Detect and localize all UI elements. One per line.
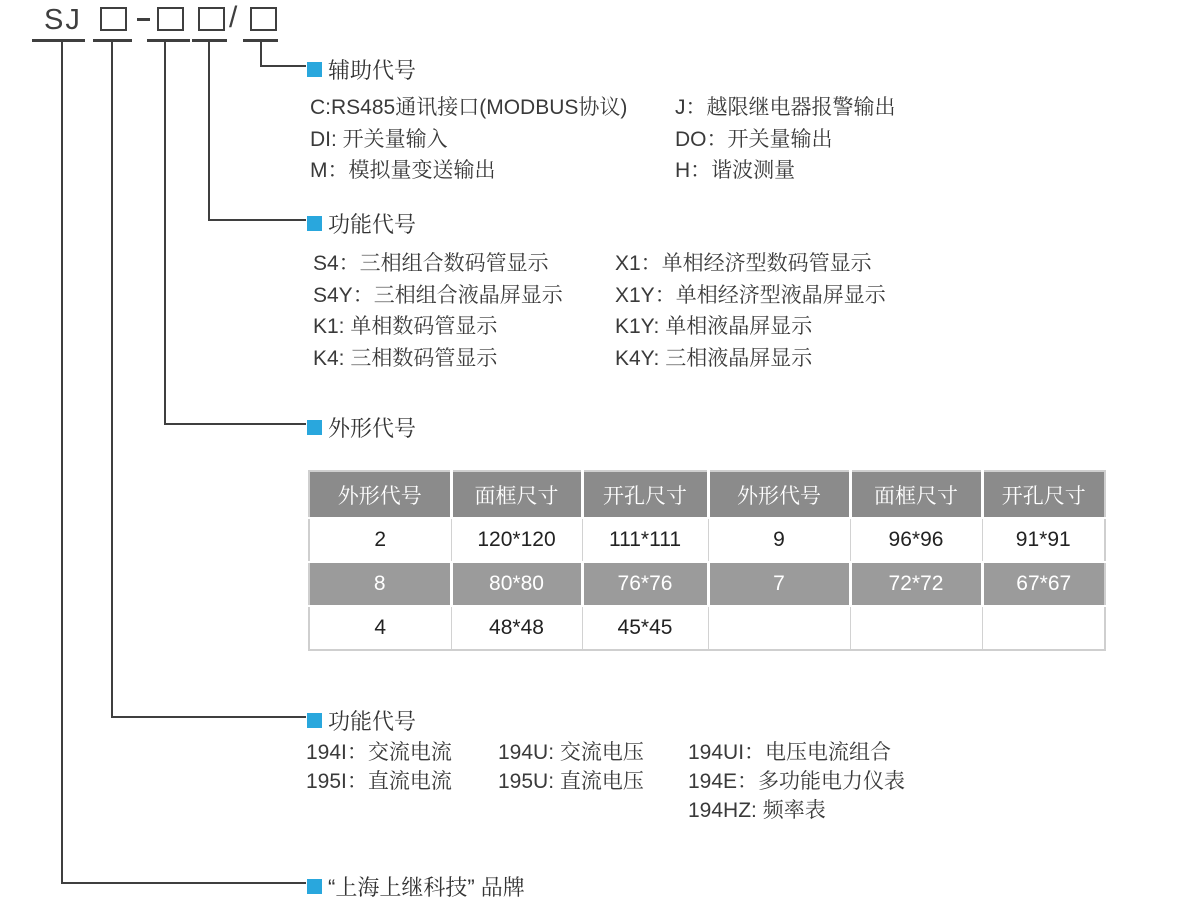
brand-label: [307, 871, 525, 902]
connector-brand: [61, 40, 306, 884]
section-title-meter-code: [307, 705, 416, 736]
code-item: K4Y: 三相液晶屏显示: [615, 347, 813, 371]
model-code-dash: [137, 18, 150, 21]
code-item: 194E：多功能电力仪表: [688, 770, 906, 793]
table-row: [309, 606, 1105, 650]
code-item: 195U: 直流电压: [498, 770, 644, 793]
code-item: X1：单相经济型数码管显示: [615, 252, 872, 275]
model-code-box-4: [250, 7, 277, 31]
code-item: M：模拟量变送输出: [310, 159, 496, 182]
code-item: X1Y：单相经济型液晶屏显示: [615, 283, 886, 307]
code-item: [306, 796, 498, 825]
model-code-box-2: [157, 7, 184, 31]
section-title-shape-code: [307, 412, 416, 443]
table-header-cell: 外形代号: [309, 471, 451, 518]
code-item: J：越限继电器报警输出: [675, 96, 896, 119]
section-marker-icon: [307, 879, 322, 894]
code-item-row: [313, 343, 886, 375]
section-title-label: 功能代号: [328, 709, 417, 734]
table-cell: 8: [309, 562, 451, 606]
code-item: 194U: 交流电压: [498, 741, 644, 764]
section-marker-icon: [307, 713, 322, 728]
table-cell: 80*80: [451, 562, 582, 606]
code-item-row: [313, 280, 886, 312]
section-title-display-code: [307, 208, 416, 239]
code-item-row: [306, 767, 905, 796]
section-title-label: 辅助代号: [328, 58, 417, 83]
table-cell: 48*48: [451, 606, 582, 650]
code-item: H：谐波测量: [675, 159, 796, 182]
code-item: 194UI：电压电流组合: [688, 741, 892, 764]
table-cell: 9: [708, 518, 850, 562]
code-item-row: [306, 738, 905, 767]
table-header-cell: 开孔尺寸: [582, 471, 708, 518]
model-code-box-1: [100, 7, 127, 31]
code-item-row: [313, 248, 886, 280]
table-cell: 91*91: [982, 518, 1105, 562]
section-marker-icon: [307, 420, 322, 435]
table-cell: 120*120: [451, 518, 582, 562]
code-item: DI: 开关量输入: [310, 127, 448, 151]
code-item-row: [310, 124, 896, 156]
table-header-cell: 开孔尺寸: [982, 471, 1105, 518]
code-item: C:RS485通讯接口(MODBUS协议): [310, 96, 628, 119]
auxiliary-code-list: [310, 92, 896, 187]
table-header-row: [309, 471, 1105, 518]
table-header-cell: 面框尺寸: [451, 471, 582, 518]
shape-size-table: [308, 470, 1106, 651]
code-item-row: [310, 92, 896, 124]
code-item: K1Y: 单相液晶屏显示: [615, 315, 813, 339]
table-cell: 4: [309, 606, 451, 650]
table-cell: [982, 606, 1105, 650]
table-cell: 67*67: [982, 562, 1105, 606]
code-item-row: [313, 311, 886, 343]
table-cell: 96*96: [850, 518, 982, 562]
code-item: DO：开关量输出: [675, 127, 833, 151]
code-item: K4: 三相数码管显示: [313, 347, 498, 371]
code-item: 194HZ: 频率表: [688, 799, 826, 822]
code-item-row: [306, 796, 905, 825]
table-cell: 76*76: [582, 562, 708, 606]
code-item: S4：三相组合数码管显示: [313, 252, 549, 275]
display-code-list: [313, 248, 886, 375]
model-code-box-3: [198, 7, 225, 31]
brand-text: “上海上继科技” 品牌: [328, 875, 525, 900]
table-cell: [850, 606, 982, 650]
table-cell: 7: [708, 562, 850, 606]
section-marker-icon: [307, 216, 322, 231]
code-item: 195I：直流电流: [306, 770, 452, 793]
table-cell: 72*72: [850, 562, 982, 606]
table-cell: 111*111: [582, 518, 708, 562]
meter-code-list: [306, 738, 905, 825]
table-cell: 45*45: [582, 606, 708, 650]
table-cell: 2: [309, 518, 451, 562]
code-item-row: [310, 155, 896, 187]
code-item: [498, 796, 688, 825]
table-header-cell: 外形代号: [708, 471, 850, 518]
section-title-label: 功能代号: [328, 212, 417, 237]
table-cell: [708, 606, 850, 650]
code-item: K1: 单相数码管显示: [313, 315, 498, 339]
model-code-slash: /: [229, 1, 238, 34]
section-title-auxiliary: [307, 54, 416, 85]
table-row: [309, 518, 1105, 562]
section-title-label: 外形代号: [328, 416, 417, 441]
table-header-cell: 面框尺寸: [850, 471, 982, 518]
section-marker-icon: [307, 62, 322, 77]
code-item: S4Y：三相组合液晶屏显示: [313, 283, 563, 307]
table-row: [309, 562, 1105, 606]
model-prefix: SJ: [44, 4, 82, 36]
code-item: 194I：交流电流: [306, 741, 452, 764]
